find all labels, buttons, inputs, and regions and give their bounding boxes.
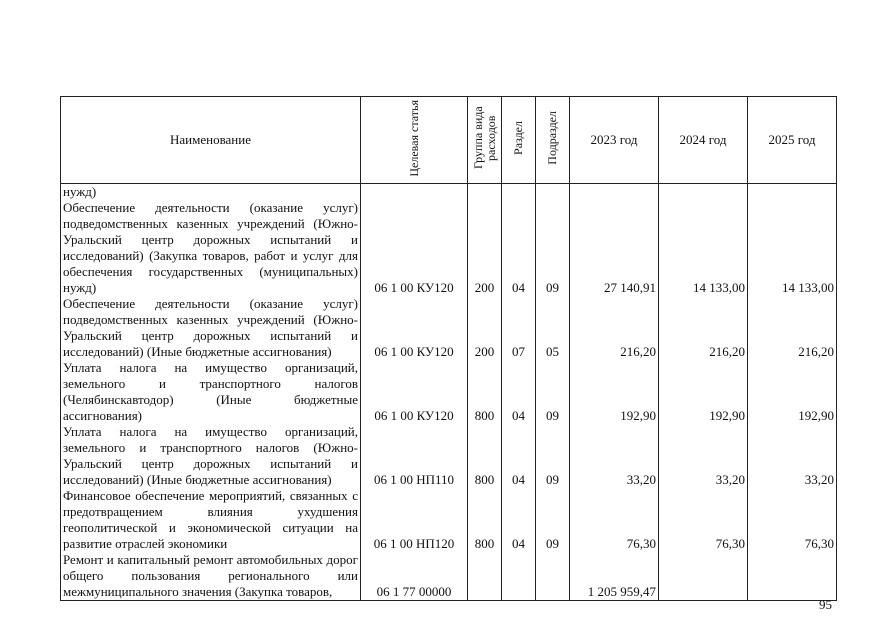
cell-y2024: 216,20 [659,296,748,360]
row-name [61,552,361,601]
table-row [61,296,837,360]
table-row [61,424,837,488]
cell-y2025 [748,552,837,601]
cell-target: 06 1 77 00000 [361,552,468,601]
cell-y2023: 216,20 [570,296,659,360]
header-group: Группа вида расходов [468,97,502,184]
table-row [61,200,837,296]
cell-y2025: 14 133,00 [748,200,837,296]
cell-target: 06 1 00 КУ120 [361,200,468,296]
row-name [61,296,361,360]
header-subsection: Подраздел [536,97,570,184]
cell-y2025: 216,20 [748,296,837,360]
table-row [61,360,837,424]
cell-target: 06 1 00 НП120 [361,488,468,552]
header-row [61,97,837,184]
cell-y2025: 33,20 [748,424,837,488]
row-name-text: Уплата налога на имущество организаций, земельного и транспортного налогов (Южно-Уральский центр дорожных испытаний и исследований) (Иные бюджетные ассигнования) [63,424,358,487]
cell-group: 800 [468,488,502,552]
cell-section: 04 [502,360,536,424]
cell-section [502,552,536,601]
row-name [61,424,361,488]
cell-group [468,184,502,201]
cell-subsection: 09 [536,200,570,296]
cell-group: 200 [468,200,502,296]
cell-subsection [536,184,570,201]
row-name [61,200,361,296]
cell-y2024 [659,184,748,201]
cell-subsection: 09 [536,424,570,488]
cell-y2023 [570,184,659,201]
row-name-text: Обеспечение деятельности (оказание услуг) подведомственных казенных учреждений (Южно-Уральский центр дорожных испытаний и исследований) (Иные бюджетные ассигнования) [63,296,358,359]
cell-y2023: 192,90 [570,360,659,424]
table-row [61,184,837,201]
header-2024: 2024 год [659,97,748,184]
row-name [61,184,361,201]
cell-y2024: 76,30 [659,488,748,552]
cell-group: 200 [468,296,502,360]
cell-y2023: 27 140,91 [570,200,659,296]
cell-section [502,184,536,201]
cell-target: 06 1 00 КУ120 [361,296,468,360]
cell-target: 06 1 00 НП110 [361,424,468,488]
cell-subsection: 05 [536,296,570,360]
table-body [61,184,837,601]
cell-y2024: 14 133,00 [659,200,748,296]
header-target: Целевая статья [361,97,468,184]
cell-y2025: 192,90 [748,360,837,424]
cell-y2025: 76,30 [748,488,837,552]
cell-subsection [536,552,570,601]
table-row [61,488,837,552]
budget-table [60,96,837,601]
row-name-text: Финансовое обеспечение мероприятий, связанных с предотвращением влияния ухудшения геополитической и экономической ситуации на развитие отраслей экономики [63,488,358,551]
cell-target: 06 1 00 КУ120 [361,360,468,424]
header-name: Наименование [61,97,361,184]
header-2023: 2023 год [570,97,659,184]
page-number: 95 [819,597,832,612]
cell-subsection: 09 [536,488,570,552]
cell-y2024 [659,552,748,601]
row-name [61,360,361,424]
cell-section: 04 [502,424,536,488]
cell-y2023: 76,30 [570,488,659,552]
row-name-text: Обеспечение деятельности (оказание услуг) подведомственных казенных учреждений (Южно-Уральский центр дорожных испытаний и исследований) (Закупка товаров, работ и услуг для обеспечения государственных (муниципальных) нужд) [63,200,358,295]
cell-subsection: 09 [536,360,570,424]
cell-group: 800 [468,360,502,424]
row-name-text: нужд) [63,184,97,199]
cell-section: 04 [502,200,536,296]
cell-group [468,552,502,601]
cell-y2024: 192,90 [659,360,748,424]
row-name-text: Уплата налога на имущество организаций, земельного и транспортного налогов (Челябинскавтодор) (Иные бюджетные ассигнования) [63,360,358,423]
header-2025: 2025 год [748,97,837,184]
row-name-text: Ремонт и капитальный ремонт автомобильных дорог общего пользования регионального или межмуниципального значения (Закупка товаров, [63,552,358,599]
cell-y2024: 33,20 [659,424,748,488]
cell-y2023: 33,20 [570,424,659,488]
cell-y2025 [748,184,837,201]
row-name [61,488,361,552]
cell-group: 800 [468,424,502,488]
cell-target [361,184,468,201]
header-section: Раздел [502,97,536,184]
table-row [61,552,837,601]
cell-section: 04 [502,488,536,552]
cell-y2023: 1 205 959,47 [570,552,659,601]
cell-section: 07 [502,296,536,360]
